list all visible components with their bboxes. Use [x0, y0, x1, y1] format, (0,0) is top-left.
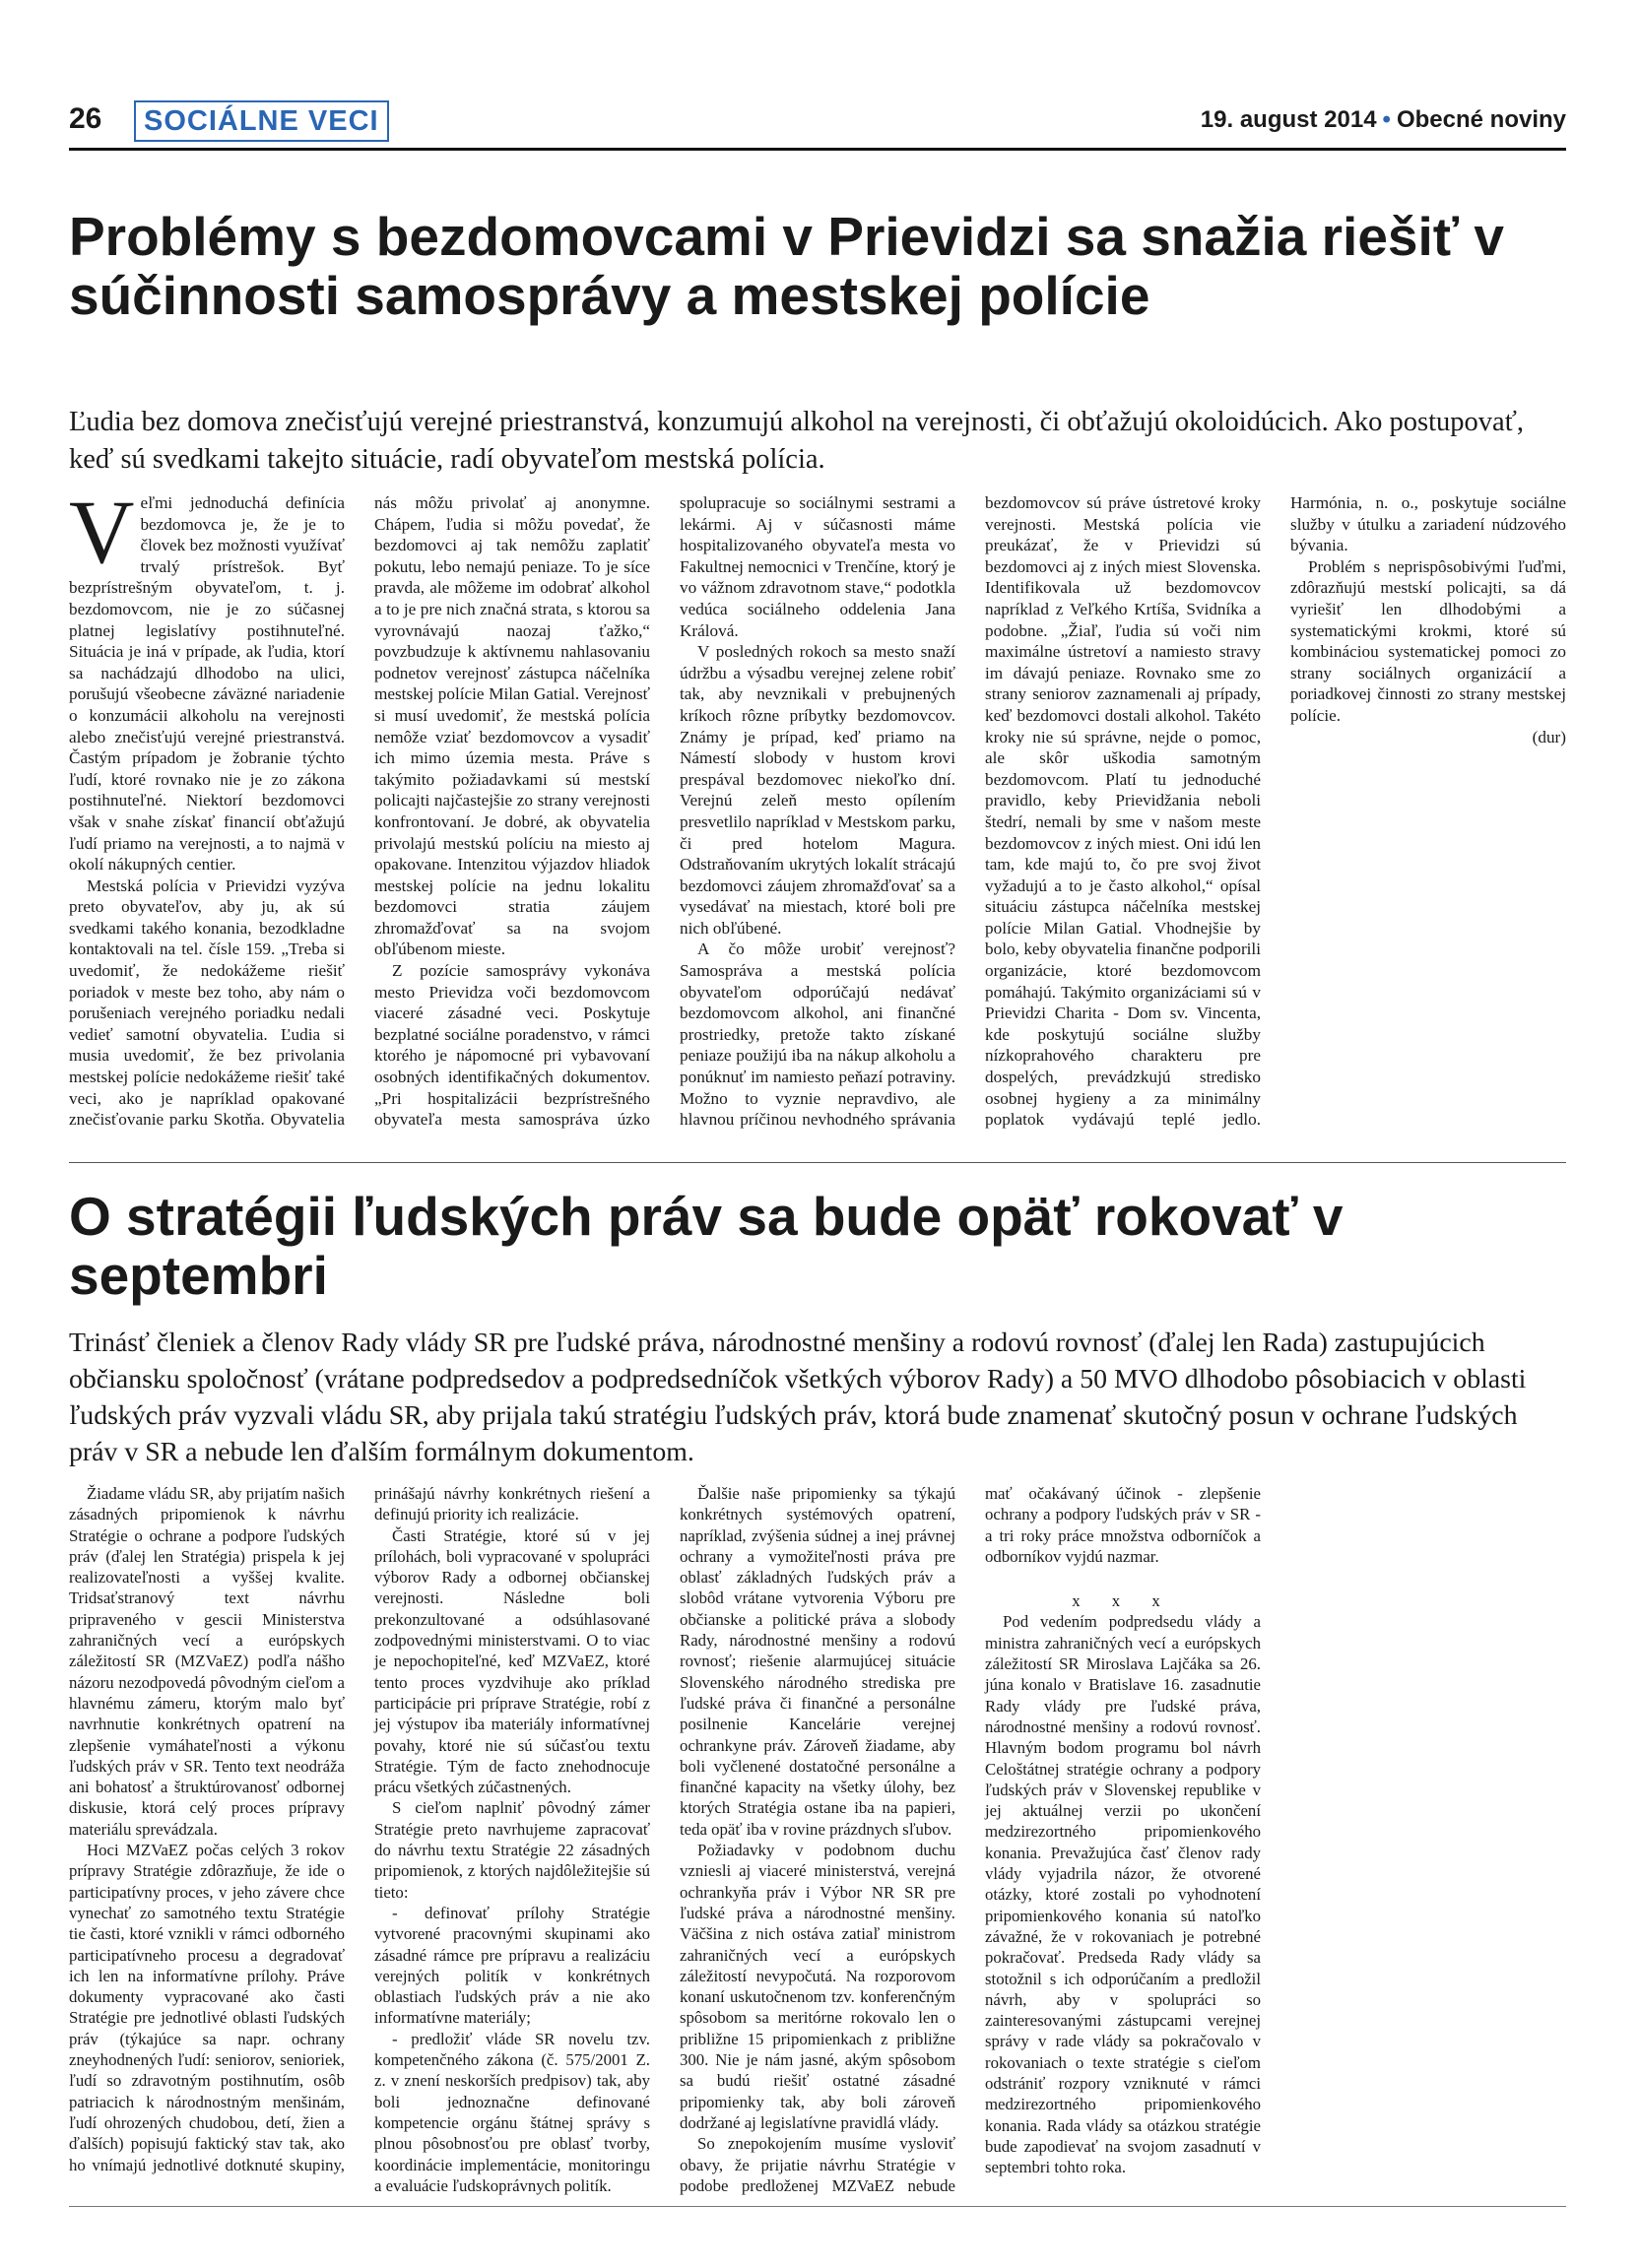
article2-paragraph: Časti Stratégie, ktoré sú v jej prílohách, boli vypracované v spolupráci výborov Rady a odbornej občianskej verejnosti. Následne boli prekonzultované a odsúhlasované zodpovednými ministerstvami. O to viac je nepochopiteľné, keď MZVaEZ, ktoré tento proces vyzdvihuje ako príklad participácie pri príprave Stratégie, robí z jej výstupov iba materiály informatívnej povahy, ktoré nie sú súčasťou textu Stratégie. Tým de facto znehodnocuje prácu všetkých zúčastnených. — [374, 1525, 650, 1797]
page-number: 26 — [69, 102, 102, 135]
article1-paragraph: A čo môže urobiť verejnosť? Samospráva a mestská polícia obyvateľom odporúčajú nedávať bezdomovcom alkohol, ani finančné prostriedky, pretože takto získané peniaze použijú iba na nákup alkoholu a ponúknuť im namiesto peňazí potraviny. Možno to vyznie nepravdivo, ale hlavnou príčinou nevhodného správania bezdomovcov sú práve ústretové kroky verejnosti. Mestská polícia vie preukázať, že v Prievidzi sú bezdomovci aj z iných miest Slovenska. Identifikovala už bezdomovcov napríklad z Veľkého Krtíša, Svidníka a podobne. „Žiaľ, ľudia sú voči nim maximálne ústretoví a namiesto stravy im dávajú peniaze. Rovnako sme zo strany seniorov zaznamenali aj prípady, keď bezdomovci dostali alkohol. Takéto kroky nie sú správne, nejde o pomoc, ale skôr uškodia samotným bezdomovcom. Platí tu jednoduché pravidlo, keby Prievidžania neboli štedrí, nemali by sme v našom meste bezdomovcov z iných miest. Oni idú len tam, kde majú to, čo pre svoj život vyžadujú a to je často alkohol,“ opísal situáciu zástupca náčelníka mestskej polície Milan Gatial. Vhodnejšie by bolo, keby obyvatelia finančne podporili organizácie, ktoré bezdomovcom pomáhajú. Takýmito organizáciami sú v Prievidzi Charita - Dom sv. Vincenta, kde poskytujú sociálne služby nízkoprahového charakteru pre dospelých, prevádzkujú stredisko osobnej hygieny a za minimálny poplatok vydávajú teplé jedlo. Harmónia, n. o., poskytuje sociálne služby v útulku a zariadení núdzového bývania. — [680, 493, 1566, 1130]
article1-headline: Problémy s bezdomovcami v Prievidzi sa snažia riešiť v súčinnosti samosprávy a mestskej polície — [69, 206, 1504, 326]
article-divider — [69, 1162, 1566, 1163]
article2-paragraph: Požiadavky v podobnom duchu vzniesli aj viaceré ministerstvá, verejná ochrankyňa práv i Výbor NR SR pre ľudské práva a národnostné menšiny. Väčšina z nich ostáva zatiaľ ministrom zahraničných vecí a európskych záležitostí nevypočutá. Na rozporovom konaní uskutočnenom tzv. konferenčným spôsobom sa meritórne rokovalo len o približne 15 pripomienkach z približne 300. Nie je nám jasné, akým spôsobom sa budú riešiť ostatné zásadné pripomienky tak, aby boli zároveň dodržané aj legislatívne pravidlá vlády. — [680, 1841, 955, 2132]
article2-paragraph: So znepokojením musíme vysloviť obavy, že prijatie návrhu Stratégie v podobe predloženej MZVaEZ nebude mať očakávaný účinok - zlepšenie ochrany a podpory ľudských práv v SR - a tri roky práce množstva odborníčok a odborníkov vyjdú nazmar. — [680, 1484, 1261, 2195]
article2-lead: Trinásť členiek a členov Rady vlády SR pre ľudské práva, národnostné menšiny a rodovú rovnosť (ďalej len Rada) zastupujúcich občiansku spoločnosť (vrátane podpredsedov a podpredsedníčok všetkých výborov Rady) a 50 MVO dlhodobo pôsobiacich v oblasti ľudských práv vyzvali vládu SR, aby prijala takú stratégiu ľudských práv, ktorá bude znamenať skutočný posun v ochrane ľudských práv v SR a nebude len ďalším formálnym dokumentom. — [69, 1328, 1527, 1467]
article2-paragraph: Žiadame vládu SR, aby prijatím našich zásadných pripomienok k návrhu Stratégie o ochrane a podpore ľudských práv (ďalej len Stratégia) prispela k jej realizovateľnosti a vyššej kvalite. Tridsaťstranový text návrhu pripraveného v gescii Ministerstva zahraničných vecí a európskych záležitostí SR (MZVaEZ) podľa nášho názoru nezodpovedá pôvodným cieľom a hlavnému zámeru, ktorým malo byť navrhnutie konkrétnych opatrení na zlepšenie vymáhateľnosti a výkonu ľudských práv v SR. Tento text neodráža ani bohatosť a štruktúrovanosť odbornej diskusie, ktorá celý proces prípravy materiálu sprevádzala. — [69, 1484, 345, 1839]
article1-lead: Ľudia bez domova znečisťujú verejné priestranstvá, konzumujú alkohol na verejnosti, či obťažujú okoloidúcich. Ako postupovať, keď sú svedkami takejto situácie, radí obyvateľom mestská polícia. — [69, 407, 1524, 475]
page-header — [69, 98, 1566, 151]
article2-headline: O stratégii ľudských práv sa bude opäť rokovať v septembri — [69, 1186, 1344, 1306]
section-separator: x x x — [1072, 1591, 1174, 1611]
publication-name: Obecné noviny — [1396, 106, 1566, 133]
article2-paragraph: Ďalšie naše pripomienky sa týkajú konkrétnych systémových opatrení, napríklad, zvýšenia súdnej a inej právnej ochrany a vymožiteľnosti práva pre oblasť základných ľudských práv a slobôd vrátane vytvorenia Výboru pre občianske a politické práva a slobody Rady, národnostné menšiny a rodovú rovnosť; riešenie alarmujúcej situácie Slovenského národného strediska pre ľudské práva či finančné a personálne posilnenie Kancelárie verejnej ochrankyne práv. Zároveň žiadame, aby boli vyčlenené dostatočné personálne a finančné kapacity na všetky úlohy, bez ktorých Stratégia ostane iba na papieri, teda opäť iba v rovine prázdnych sľubov. — [680, 1484, 955, 1839]
newspaper-page — [69, 98, 1566, 2195]
article1-paragraph: Mestská polícia v Prievidzi vyzýva preto obyvateľov, aby ju, ak sú svedkami takého konania, bezodkladne kontaktovali na tel. čísle 159. „Treba si uvedomiť, že nedokážeme riešiť poriadok v meste bez toho, aby nám o porušeniach verejného poriadku nedali vedieť samotní obyvatelia. Ľudia si musia uvedomiť, že bez privolania mestskej polície nedokážeme riešiť také veci, ako je napríklad opakované znečisťovanie parku Skotňa. Obyvatelia nás môžu privolať aj anonymne. Chápem, ľudia si môžu povedať, že bezdomovci aj tak nemôžu zaplatiť pokutu, lebo nemajú peniaze. To je síce pravda, ale môžeme im odobrať alkohol a to je pre nich značná strata, s ktorou sa vyrovnávajú naozaj ťažko,“ povzbudzuje k aktívnemu nahlasovaniu podnetov verejnosť zástupca náčelníka mestskej polície Milan Gatial. Verejnosť si musí uvedomiť, že mestská polícia nemôže vziať bezdomovcov a vysadiť ich mimo územia mesta. Práve s takýmito požiadavkami sú mestskí policajti najčastejšie zo strany verejnosti konfrontovaní. Je dobré, ak obyvatelia privolajú mestskú políciu na miesto aj opakovane. Intenzitou výjazdov hliadok mestskej polície na jednu lokalitu bezdomovci stratia záujem zhromažďovať sa na svojom obľúbenom mieste. — [69, 493, 650, 1130]
article2-paragraph: Pod vedením podpredsedu vlády a ministra zahraničných vecí a európskych záležitostí SR Miroslava Lajčáka sa 26. júna konalo v Bratislave 16. zasadnutie Rady vlády pre ľudské práva, národnostné menšiny a rodovú rovnosť. Hlavným bodom programu bol návrh Celoštátnej stratégie ochrany a podpory ľudských práv v Slovenskej republike v jej aktuálnej verzii po ukončení medzirezortného pripomienkového konania. Prevažujúca časť členov rady vlády vyjadrila názor, že otvorené otázky, ktoré zostali po vyhodnotení pripomienkového konania sú natoľko závažné, že v rokovaniach je potrebné pokračovať. Predseda Rady vlády sa stotožnil s ich odporúčaním a predložil návrh, aby v spolupráci so zainteresovanými zástupcami verejnej správy v rade vlády sa pokračovalo v rokovaniach o texte stratégie s cieľom odstrániť rozpory vzniknuté v rámci medzirezortného pripomienkového konania. Rada vlády sa otázkou stratégie bude zapodievať na svojom zasadnutí v septembri tohto roka. — [985, 1612, 1261, 2177]
article2-paragraph: Hoci MZVaEZ počas celých 3 rokov prípravy Stratégie zdôrazňuje, že ide o participatívny proces, v jeho závere chce vynechať zo samotného textu Stratégie tie časti, ktoré vznikli v rámci odborného participatívneho procesu a degradovať ich len na informatívne prílohy. Práve dokumenty vypracované ako časti Stratégie pre jednotlivé oblasti ľudských práv (týkajúce sa napr. ochrany zneyhodnených ľudí: seniorov, senioriek, ľudí so zdravotným postihnutím, osôb patriacich k národnostným menšinám, ľudí ohrozených chudobou, detí, žien a ďalších) popisujú faktický stav tak, ako ho vnímajú jednotlivé dotknuté skupiny, prinášajú návrhy konkrétnych riešení a definujú priority ich realizácie. — [69, 1484, 650, 2174]
article1-body — [69, 482, 1566, 1150]
article1-paragraph: Veľmi jednoduchá definícia bezdomovca je, že je to človek bez možnosti využívať trvalý prístrešok. Byť bezprístrešným obyvateľom, t. j. bezdomovcom, nie je zo súčasnej platnej legislatívy postihnuteľné. Situácia je iná v prípade, ak ľudia, ktorí sa nachádzajú dlhodobo na ulici, porušujú všeobecne záväzné nariadenie o konzumácii alkoholu na verejnosti alebo znečisťujú verejné priestranstvá. Častým prípadom je žobranie týchto ľudí, ktoré rovnako nie je zo zákona postihnuteľné. Niektorí bezdomovci však v snahe získať financií obťažujú ľudí priamo na verejnosti, a to najmä v okolí nákupných centier. — [69, 482, 345, 875]
separator-dot: • — [1382, 106, 1391, 133]
page-bottom-rule — [69, 2206, 1566, 2207]
author-signature: (dur) — [1532, 727, 1566, 746]
drop-cap: V — [69, 482, 135, 582]
section-label: SOCIÁLNE VECI — [134, 100, 389, 142]
article1-paragraph: V posledných rokoch sa mesto snaží údržbu a výsadbu verejnej zelene robiť tak, aby nevznikali v prebujnených kríkoch rôzne príbytky bezdomovcov. Známy je prípad, keď priamo na Námestí slobody v hustom krovi prespával bezdomovec niekoľko dní. Verejnú zeleň mesto opílením presvetlilo napríklad v Mestskom parku, či pred hotelom Magura. Odstraňovaním ukrytých lokalít strácajú bezdomovci záujem zhromažďovať sa a vysedávať na miestach, ktoré boli pre nich obľúbené. — [680, 642, 955, 938]
article2-body — [69, 1483, 1566, 2202]
issue-info — [1201, 106, 1566, 134]
article2-paragraph: S cieľom naplniť pôvodný zámer Stratégie preto navrhujeme zapracovať do návrhu textu Stratégie 22 zásadných pripomienok, z ktorých najdôležitejšie sú tieto: — [374, 1798, 650, 1902]
article2-paragraph: - predložiť vláde SR novelu tzv. kompetenčného zákona (č. 575/2001 Z. z. v znení neskorších predpisov) tak, aby boli jednoznačne definované kompetencie orgánu štátnej správy s plnou pôsobnosťou pre oblasť tvorby, koordinácie implementácie, monitoringu a evaluácie ľudskoprávnych politík. — [374, 2029, 650, 2195]
article1-paragraph: Problém s neprispôsobivými ľuďmi, zdôrazňujú mestskí policajti, sa dá vyriešiť len dlhodobými a systematickými krokmi, ktoré sú kombináciou systematickej pomoci zo strany sociálnych organizácií a poriadkovej činnosti zo strany mestskej polície. — [1290, 556, 1566, 725]
article1-paragraph: Z pozície samosprávy vykonáva mesto Prievidza voči bezdomovcom viaceré zásadné veci. Poskytuje bezplatné sociálne poradenstvo, v rámci ktorého je nápomocné pri vybavovaní osobných identifikačných dokumentov. „Pri hospitalizácii bezprístrešného obyvateľa mesta samospráva úzko spolupracuje so sociálnymi sestrami a lekármi. Aj v súčasnosti máme hospitalizovaného obyvateľa mesta vo Fakultnej nemocnici v Trenčíne, ktorý je vo vážnom zdravotnom stave,“ podotkla vedúca sociálneho oddelenia Jana Králová. — [374, 493, 955, 1130]
article2-paragraph: - definovať prílohy Stratégie vytvorené pracovnými skupinami ako zásadné rámce pre prípravu a realizáciu verejných politík v konkrétnych oblastiach ľudských práv a nie ako informatívne materiály; — [374, 1903, 650, 2028]
issue-date: 19. august 2014 — [1200, 106, 1377, 133]
